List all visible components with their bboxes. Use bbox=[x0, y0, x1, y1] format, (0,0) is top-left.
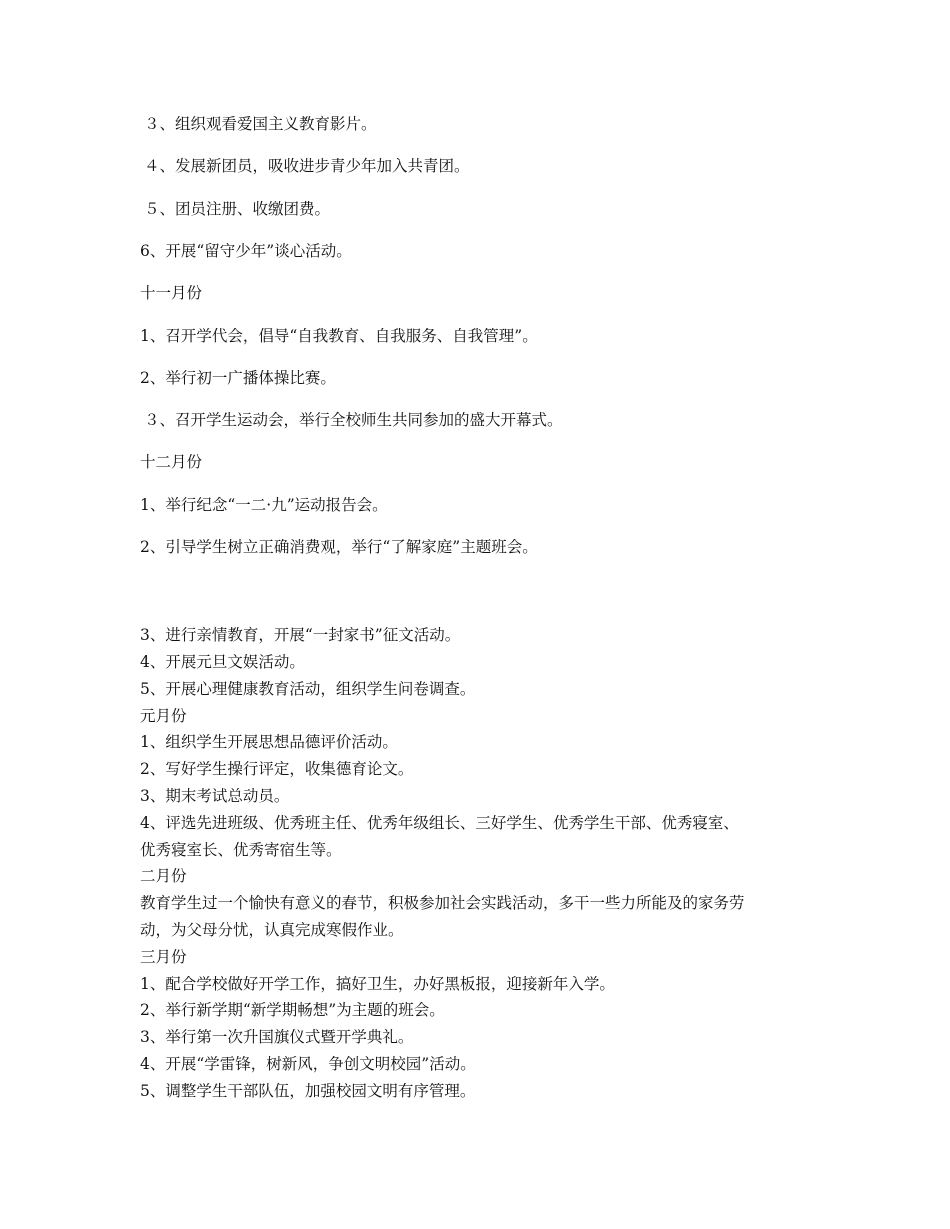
section-heading-march: 三月份 bbox=[140, 948, 187, 966]
list-item: ４、发展新团员，吸收进步青少年加入共青团。 bbox=[144, 157, 470, 175]
list-item: 3、期末考试总动员。 bbox=[140, 787, 290, 805]
section-heading-january: 元月份 bbox=[140, 707, 187, 725]
list-item-continuation: 优秀寝室长、优秀寄宿生等。 bbox=[140, 841, 342, 859]
section-heading-february: 二月份 bbox=[140, 867, 187, 885]
list-item: 1、组织学生开展思想品德评价活动。 bbox=[140, 733, 398, 751]
list-item: 5、开展心理健康教育活动，组织学生问卷调查。 bbox=[140, 680, 476, 698]
list-item: ３、组织观看爱国主义教育影片。 bbox=[144, 115, 377, 133]
paragraph-line: 教育学生过一个愉快有意义的春节，积极参加社会实践活动，多干一些力所能及的家务劳 bbox=[140, 894, 745, 912]
list-item: 6、开展“留守少年”谈心活动。 bbox=[140, 242, 352, 260]
list-item: 1、配合学校做好开学工作，搞好卫生，办好黑板报，迎接新年入学。 bbox=[140, 975, 615, 993]
list-item: 3、进行亲情教育，开展“一封家书”征文活动。 bbox=[140, 626, 461, 644]
section-heading-december: 十二月份 bbox=[140, 453, 203, 471]
list-item: 2、举行初一广播体操比赛。 bbox=[140, 369, 336, 387]
list-item: 3、举行第一次升国旗仪式暨开学典礼。 bbox=[140, 1028, 414, 1046]
list-item: 1、召开学代会，倡导“自我教育、自我服务、自我管理”。 bbox=[140, 327, 538, 345]
list-item: 4、评选先进班级、优秀班主任、优秀年级组长、三好学生、优秀学生干部、优秀寝室、 bbox=[140, 814, 739, 832]
list-item: 5、调整学生干部队伍，加强校园文明有序管理。 bbox=[140, 1082, 476, 1100]
list-item: ３、召开学生运动会，举行全校师生共同参加的盛大开幕式。 bbox=[144, 411, 563, 429]
paragraph-line: 动，为父母分忧，认真完成寒假作业。 bbox=[140, 921, 404, 939]
list-item: 2、举行新学期“新学期畅想”为主题的班会。 bbox=[140, 1001, 445, 1019]
section-heading-november: 十一月份 bbox=[140, 284, 203, 302]
list-item: 4、开展元旦文娱活动。 bbox=[140, 653, 305, 671]
list-item: 2、引导学生树立正确消费观，举行“了解家庭”主题班会。 bbox=[140, 538, 538, 556]
list-item: 1、举行纪念“一二·九”运动报告会。 bbox=[140, 496, 388, 514]
list-item: 2、写好学生操行评定，收集德育论文。 bbox=[140, 760, 414, 778]
list-item: 4、开展“学雷锋，树新风，争创文明校园”活动。 bbox=[140, 1055, 476, 1073]
list-item: ５、团员注册、收缴团费。 bbox=[144, 200, 331, 218]
